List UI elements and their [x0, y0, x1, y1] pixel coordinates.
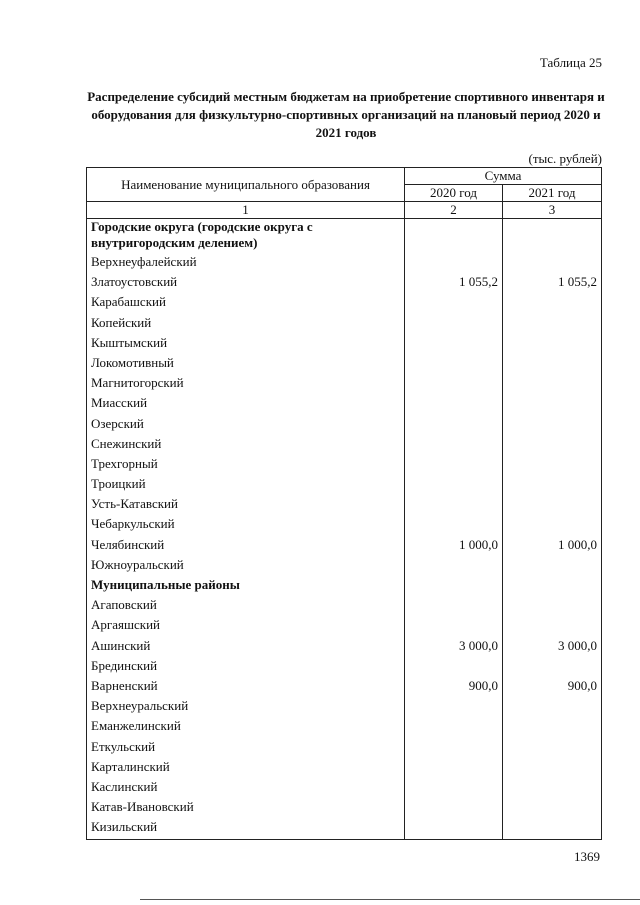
- value-2020: [405, 597, 503, 617]
- value-2021: 1 000,0: [503, 537, 602, 557]
- value-2020: [405, 819, 503, 840]
- municipality-name: Городские округа (городские округа с внутригородским делением): [87, 219, 405, 255]
- subsidy-table: [86, 167, 602, 840]
- value-2020: [405, 516, 503, 536]
- municipality-name: Озерский: [87, 416, 405, 436]
- value-2020: [405, 456, 503, 476]
- value-2020: [405, 617, 503, 637]
- municipality-name: Верхнеуральский: [87, 698, 405, 718]
- column-index-3: 3: [503, 202, 602, 219]
- value-2021: [503, 436, 602, 456]
- value-2020: [405, 496, 503, 516]
- value-2020: 900,0: [405, 678, 503, 698]
- table-row: [87, 315, 602, 335]
- table-row: [87, 799, 602, 819]
- municipality-name: Локомотивный: [87, 355, 405, 375]
- municipality-name: Усть-Катавский: [87, 496, 405, 516]
- table-row: [87, 496, 602, 516]
- municipality-name: Варненский: [87, 678, 405, 698]
- header-year-2020: 2020 год: [405, 185, 503, 202]
- table-row: [87, 294, 602, 314]
- value-2021: [503, 395, 602, 415]
- table-row: [87, 476, 602, 496]
- value-2020: [405, 557, 503, 577]
- municipality-name: Златоустовский: [87, 274, 405, 294]
- municipality-name: Снежинский: [87, 436, 405, 456]
- table-row: [87, 698, 602, 718]
- value-2021: 900,0: [503, 678, 602, 698]
- municipality-name: Карталинский: [87, 759, 405, 779]
- value-2021: [503, 739, 602, 759]
- value-2020: [405, 779, 503, 799]
- value-2021: [503, 819, 602, 840]
- value-2021: [503, 335, 602, 355]
- municipality-name: Каслинский: [87, 779, 405, 799]
- value-2021: [503, 496, 602, 516]
- value-2020: [405, 718, 503, 738]
- value-2020: [405, 254, 503, 274]
- value-2021: 3 000,0: [503, 638, 602, 658]
- table-row: [87, 819, 602, 840]
- value-2020: [405, 416, 503, 436]
- value-2021: [503, 456, 602, 476]
- value-2020: [405, 315, 503, 335]
- value-2021: [503, 254, 602, 274]
- value-2021: [503, 799, 602, 819]
- page-number: 1369: [574, 849, 600, 864]
- table-row: [87, 456, 602, 476]
- table-body: [87, 219, 602, 840]
- value-2020: [405, 577, 503, 597]
- municipality-name: Миасский: [87, 395, 405, 415]
- value-2021: [503, 355, 602, 375]
- column-index-2: 2: [405, 202, 503, 219]
- value-2021: [503, 718, 602, 738]
- value-2020: [405, 335, 503, 355]
- table-row: [87, 597, 602, 617]
- table-row: [87, 254, 602, 274]
- table-row: [87, 739, 602, 759]
- value-2020: [405, 698, 503, 718]
- value-2021: [503, 597, 602, 617]
- table-row: [87, 658, 602, 678]
- municipality-name: Челябинский: [87, 537, 405, 557]
- header-municipality: Наименование муниципального образования: [87, 168, 405, 202]
- value-2021: [503, 557, 602, 577]
- municipality-name: Трехгорный: [87, 456, 405, 476]
- value-2021: [503, 315, 602, 335]
- value-2021: [503, 476, 602, 496]
- table-row: [87, 355, 602, 375]
- value-2020: [405, 375, 503, 395]
- value-2020: 1 000,0: [405, 537, 503, 557]
- value-2021: [503, 759, 602, 779]
- value-2021: 1 055,2: [503, 274, 602, 294]
- table-row: [87, 395, 602, 415]
- table-row: [87, 516, 602, 536]
- value-2020: [405, 395, 503, 415]
- value-2020: [405, 739, 503, 759]
- column-index-1: 1: [87, 202, 405, 219]
- header-sum: Сумма: [405, 168, 602, 185]
- value-2021: [503, 516, 602, 536]
- table-row: [87, 617, 602, 637]
- municipality-name: Муниципальные районы: [87, 577, 405, 597]
- table-row: [87, 638, 602, 658]
- value-2020: [405, 799, 503, 819]
- table-row: [87, 274, 602, 294]
- value-2020: [405, 355, 503, 375]
- header-year-2021: 2021 год: [503, 185, 602, 202]
- value-2021: [503, 219, 602, 255]
- municipality-name: Кыштымский: [87, 335, 405, 355]
- municipality-name: Карабашский: [87, 294, 405, 314]
- municipality-name: Аргаяшский: [87, 617, 405, 637]
- municipality-name: Кизильский: [87, 819, 405, 840]
- table-row: [87, 557, 602, 577]
- value-2020: [405, 476, 503, 496]
- municipality-name: Верхнеуфалейский: [87, 254, 405, 274]
- value-2021: [503, 617, 602, 637]
- value-2020: [405, 658, 503, 678]
- value-2021: [503, 658, 602, 678]
- value-2020: [405, 759, 503, 779]
- municipality-name: Брединский: [87, 658, 405, 678]
- municipality-name: Троицкий: [87, 476, 405, 496]
- table-row: [87, 436, 602, 456]
- table-row: [87, 375, 602, 395]
- municipality-name: Магнитогорский: [87, 375, 405, 395]
- municipality-name: Южноуральский: [87, 557, 405, 577]
- value-2021: [503, 294, 602, 314]
- municipality-name: Катав-Ивановский: [87, 799, 405, 819]
- value-2021: [503, 416, 602, 436]
- municipality-name: Ашинский: [87, 638, 405, 658]
- value-2021: [503, 577, 602, 597]
- value-2020: 1 055,2: [405, 274, 503, 294]
- table-row: [87, 335, 602, 355]
- municipality-name: Еткульский: [87, 739, 405, 759]
- value-2020: [405, 436, 503, 456]
- table-row: [87, 759, 602, 779]
- municipality-name: Копейский: [87, 315, 405, 335]
- value-2021: [503, 779, 602, 799]
- table-row: [87, 779, 602, 799]
- table-row: [87, 537, 602, 557]
- table-label: Таблица 25: [539, 55, 602, 70]
- table-row: [87, 718, 602, 738]
- table-group-row: [87, 219, 602, 255]
- value-2020: 3 000,0: [405, 638, 503, 658]
- table-row: [87, 678, 602, 698]
- municipality-name: Чебаркульский: [87, 516, 405, 536]
- value-2020: [405, 219, 503, 255]
- municipality-name: Агаповский: [87, 597, 405, 617]
- value-2021: [503, 698, 602, 718]
- document-title: Распределение субсидий местным бюджетам на приобретение спортивного инвентаря и оборудования для физкультурно-спортивных организаций на плановый период 2020 и 2021 годов: [87, 89, 605, 140]
- value-2020: [405, 294, 503, 314]
- units-label: (тыс. рублей): [528, 151, 602, 166]
- bottom-rule: [140, 899, 640, 900]
- municipality-name: Еманжелинский: [87, 718, 405, 738]
- value-2021: [503, 375, 602, 395]
- table-row: [87, 416, 602, 436]
- table-group-row: [87, 577, 602, 597]
